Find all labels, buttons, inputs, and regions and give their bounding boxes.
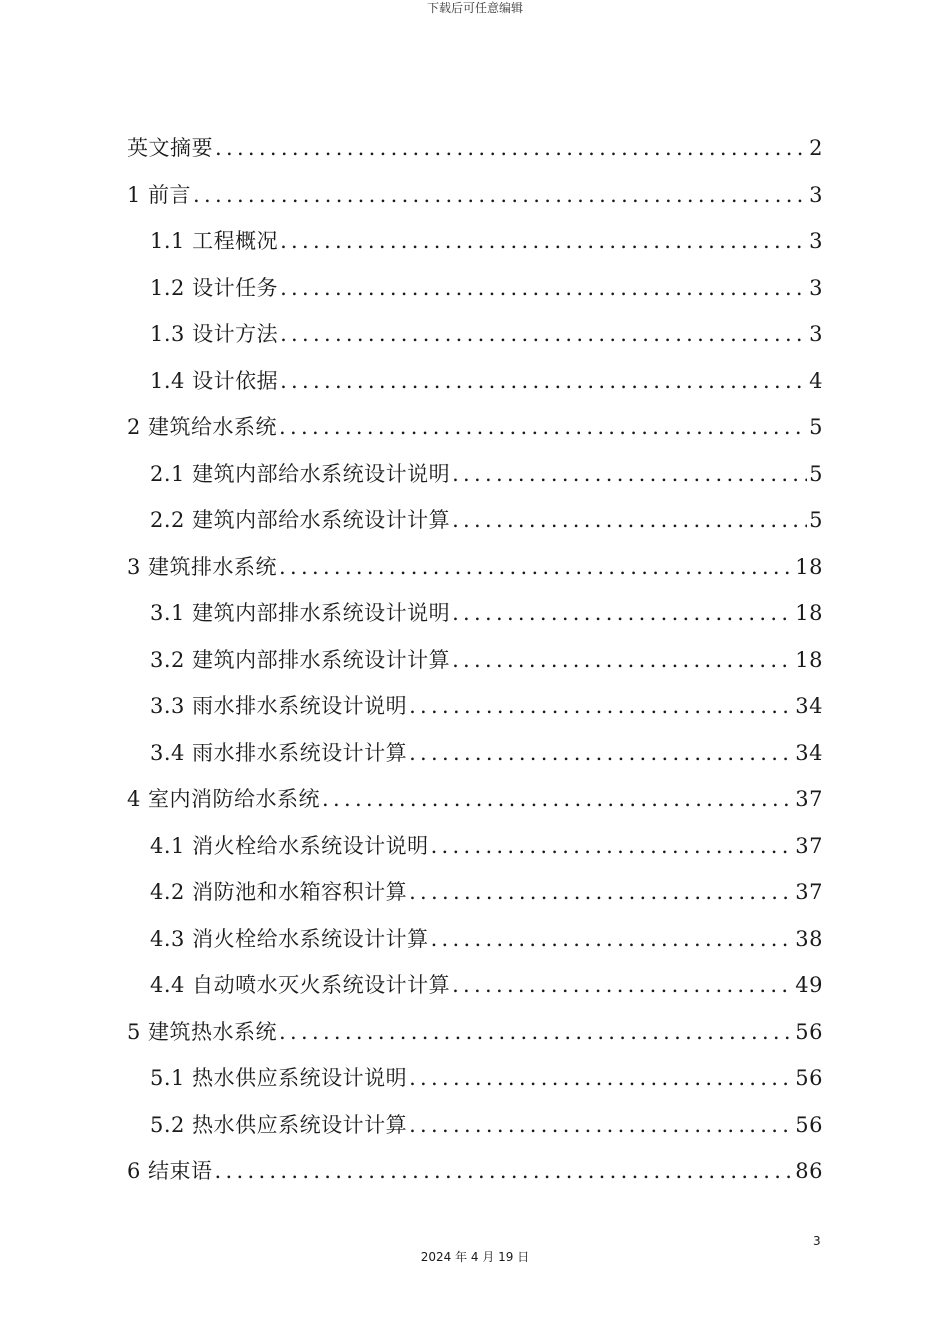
toc-entry[interactable] [150, 268, 823, 308]
toc-entry-page: 34 [795, 694, 823, 718]
toc-entry-page: 34 [795, 740, 823, 765]
toc-entry-title: 1 前言 [127, 182, 192, 207]
toc-leader-dots [193, 175, 807, 215]
toc-entry-page: 56 [795, 1112, 823, 1137]
toc-entry-page: 86 [795, 1159, 823, 1183]
toc-leader-dots [280, 361, 807, 401]
toc-entry-page: 56 [795, 1066, 823, 1090]
toc-leader-dots [452, 593, 793, 633]
toc-entry[interactable] [150, 733, 823, 773]
toc-entry-page: 3 [809, 229, 823, 253]
toc-leader-dots [409, 1105, 793, 1145]
toc-entry-title: 1.4 设计依据 [150, 368, 279, 393]
toc-entry[interactable] [150, 593, 823, 633]
toc-entry-page: 37 [795, 833, 823, 858]
toc-leader-dots [280, 314, 807, 354]
toc-entry[interactable] [150, 1058, 823, 1098]
toc-entry[interactable] [127, 1151, 823, 1191]
toc-entry-page: 37 [795, 787, 823, 811]
toc-entry[interactable] [150, 965, 823, 1005]
toc-entry-title: 1.2 设计任务 [150, 275, 279, 300]
toc-entry-page: 5 [809, 415, 823, 439]
toc-entry-title: 5 建筑热水系统 [127, 1019, 278, 1044]
toc-entry-page: 38 [795, 926, 823, 951]
footer-date: 2024 年 4 月 19 日 [420, 1250, 530, 1264]
header-note: 下载后可任意编辑 [426, 1, 523, 15]
toc-entry-title: 3.2 建筑内部排水系统设计计算 [150, 647, 451, 672]
toc-entry-title: 4 室内消防给水系统 [127, 787, 321, 811]
toc-entry-page: 56 [795, 1019, 823, 1044]
toc-entry[interactable] [150, 500, 823, 540]
toc-leader-dots [452, 454, 807, 494]
toc-entry-title: 4.3 消火栓给水系统设计计算 [150, 926, 429, 951]
toc-entry[interactable] [127, 547, 823, 587]
toc-entry-title: 4.4 自动喷水灭火系统设计计算 [150, 973, 451, 997]
toc-entry-page: 18 [795, 601, 823, 625]
toc-leader-dots [409, 733, 793, 773]
toc-entry-page: 49 [795, 973, 823, 997]
toc-entry-title: 3.3 雨水排水系统设计说明 [150, 694, 408, 718]
toc-entry-title: 3 建筑排水系统 [127, 554, 278, 579]
toc-entry[interactable] [127, 407, 823, 447]
toc-entry-title: 5.2 热水供应系统设计计算 [150, 1112, 408, 1137]
toc-leader-dots [452, 965, 793, 1005]
toc-entry[interactable] [150, 1105, 823, 1145]
toc-entry-page: 18 [795, 554, 823, 579]
toc-entry-title: 2.2 建筑内部给水系统设计计算 [150, 508, 451, 532]
toc-entry[interactable] [150, 221, 823, 261]
toc-leader-dots [431, 919, 794, 959]
toc-entry[interactable] [150, 361, 823, 401]
toc-entry[interactable] [127, 1012, 823, 1052]
toc-leader-dots [452, 500, 807, 540]
toc-leader-dots [409, 872, 793, 912]
toc-entry[interactable] [127, 128, 823, 168]
toc-entry-title: 2.1 建筑内部给水系统设计说明 [150, 461, 451, 486]
toc-leader-dots [280, 221, 807, 261]
toc-entry[interactable] [150, 640, 823, 680]
toc-leader-dots [215, 1151, 794, 1191]
toc-entry[interactable] [127, 175, 823, 215]
toc-entry-page: 37 [795, 880, 823, 904]
toc-entry-page: 5 [809, 508, 823, 532]
toc-entry-title: 4.1 消火栓给水系统设计说明 [150, 833, 429, 858]
toc-entry-title: 2 建筑给水系统 [127, 415, 278, 439]
toc-leader-dots [215, 128, 807, 168]
toc-leader-dots [279, 547, 793, 587]
toc-entry[interactable] [150, 686, 823, 726]
toc-leader-dots [409, 686, 793, 726]
toc-entry-page: 18 [795, 647, 823, 672]
toc-entry-title: 5.1 热水供应系统设计说明 [150, 1066, 408, 1090]
toc-entry-page: 4 [809, 368, 823, 393]
toc-entry-page: 3 [809, 322, 823, 346]
toc-entry[interactable] [127, 779, 823, 819]
toc-entry-title: 1.1 工程概况 [150, 229, 279, 253]
toc-leader-dots [431, 826, 794, 866]
page-number: 3 [813, 1234, 821, 1248]
toc-entry[interactable] [150, 872, 823, 912]
toc-entry-title: 3.4 雨水排水系统设计计算 [150, 740, 408, 765]
toc-entry-page: 5 [809, 461, 823, 486]
toc-leader-dots [280, 268, 807, 308]
toc-leader-dots [322, 779, 793, 819]
toc-entry[interactable] [150, 919, 823, 959]
toc-entry[interactable] [150, 826, 823, 866]
toc-leader-dots [409, 1058, 793, 1098]
toc-entry-page: 3 [809, 182, 823, 207]
toc-entry-title: 6 结束语 [127, 1159, 213, 1183]
toc-entry-title: 英文摘要 [127, 136, 213, 160]
toc-entry-title: 4.2 消防池和水箱容积计算 [150, 880, 408, 904]
toc-leader-dots [452, 640, 793, 680]
toc-entry-page: 3 [809, 275, 823, 300]
toc-leader-dots [279, 1012, 793, 1052]
toc-entry[interactable] [150, 314, 823, 354]
toc-entry-page: 2 [809, 136, 823, 160]
toc-entry[interactable] [150, 454, 823, 494]
toc-leader-dots [279, 407, 807, 447]
toc-entry-title: 1.3 设计方法 [150, 322, 279, 346]
toc-entry-title: 3.1 建筑内部排水系统设计说明 [150, 601, 451, 625]
